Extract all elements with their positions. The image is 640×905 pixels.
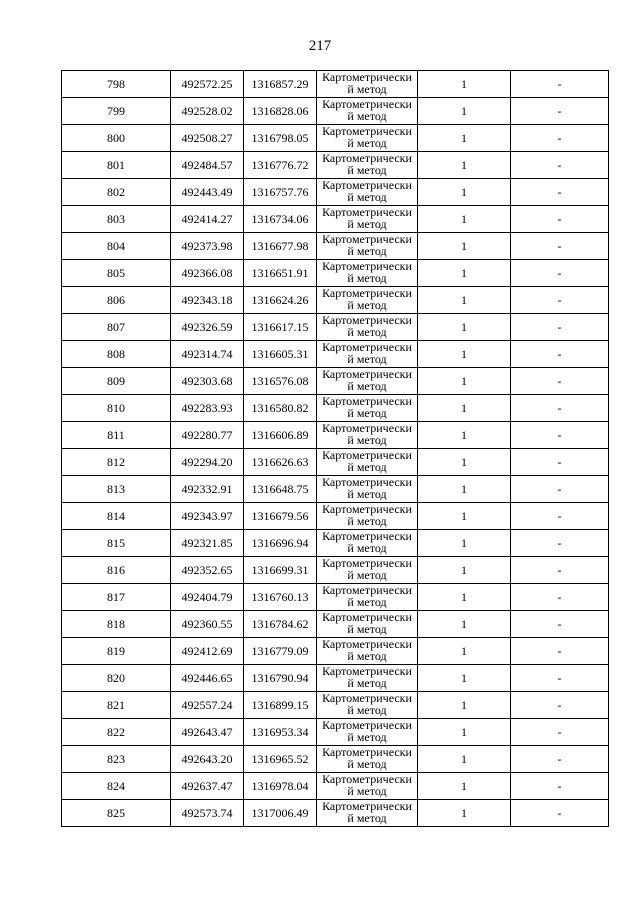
dash-cell: -	[511, 692, 609, 719]
dash-cell: -	[511, 476, 609, 503]
method-line-2: й метод	[347, 244, 387, 258]
method-line-2: й метод	[347, 460, 387, 474]
table-row	[62, 746, 609, 773]
y-coordinate-cell: 1316651.91	[244, 260, 317, 287]
method-cell	[317, 260, 418, 287]
x-coordinate-cell: 492557.24	[171, 692, 244, 719]
dash-cell: -	[511, 341, 609, 368]
table-row	[62, 314, 609, 341]
method-line-1: Картометрически	[322, 124, 412, 138]
method-cell	[317, 206, 418, 233]
method-line-2: й метод	[347, 730, 387, 744]
x-coordinate-cell: 492528.02	[171, 98, 244, 125]
x-coordinate-cell: 492573.74	[171, 800, 244, 827]
x-coordinate-cell: 492280.77	[171, 422, 244, 449]
method-cell	[317, 692, 418, 719]
point-number-cell: 814	[62, 503, 171, 530]
y-coordinate-cell: 1316679.56	[244, 503, 317, 530]
method-line-2: й метод	[347, 190, 387, 204]
point-number-cell: 819	[62, 638, 171, 665]
y-coordinate-cell: 1316760.13	[244, 584, 317, 611]
dash-cell: -	[511, 611, 609, 638]
table-row	[62, 476, 609, 503]
method-line-2: й метод	[347, 622, 387, 636]
dash-cell: -	[511, 746, 609, 773]
method-line-2: й метод	[347, 703, 387, 717]
point-number-cell: 817	[62, 584, 171, 611]
method-line-1: Картометрически	[322, 745, 412, 759]
table-row	[62, 638, 609, 665]
method-cell	[317, 125, 418, 152]
method-cell	[317, 476, 418, 503]
method-line-1: Картометрически	[322, 529, 412, 543]
method-cell	[317, 800, 418, 827]
table-row	[62, 773, 609, 800]
point-number-cell: 823	[62, 746, 171, 773]
table-row	[62, 260, 609, 287]
table-row	[62, 719, 609, 746]
count-cell: 1	[418, 152, 511, 179]
count-cell: 1	[418, 503, 511, 530]
dash-cell: -	[511, 314, 609, 341]
count-cell: 1	[418, 692, 511, 719]
method-line-2: й метод	[347, 379, 387, 393]
count-cell: 1	[418, 395, 511, 422]
method-cell	[317, 341, 418, 368]
point-number-cell: 810	[62, 395, 171, 422]
point-number-cell: 812	[62, 449, 171, 476]
point-number-cell: 800	[62, 125, 171, 152]
table-row	[62, 665, 609, 692]
count-cell: 1	[418, 611, 511, 638]
x-coordinate-cell: 492332.91	[171, 476, 244, 503]
dash-cell: -	[511, 557, 609, 584]
count-cell: 1	[418, 800, 511, 827]
x-coordinate-cell: 492446.65	[171, 665, 244, 692]
method-line-2: й метод	[347, 784, 387, 798]
y-coordinate-cell: 1316677.98	[244, 233, 317, 260]
point-number-cell: 821	[62, 692, 171, 719]
method-line-1: Картометрически	[322, 70, 412, 84]
point-number-cell: 798	[62, 71, 171, 98]
method-line-2: й метод	[347, 271, 387, 285]
y-coordinate-cell: 1316734.06	[244, 206, 317, 233]
table-row	[62, 341, 609, 368]
method-line-2: й метод	[347, 136, 387, 150]
table-row	[62, 287, 609, 314]
table-row	[62, 179, 609, 206]
table-row	[62, 125, 609, 152]
method-line-2: й метод	[347, 568, 387, 582]
y-coordinate-cell: 1316617.15	[244, 314, 317, 341]
x-coordinate-cell: 492643.20	[171, 746, 244, 773]
x-coordinate-cell: 492508.27	[171, 125, 244, 152]
dash-cell: -	[511, 665, 609, 692]
method-line-1: Картометрически	[322, 475, 412, 489]
method-line-1: Картометрически	[322, 583, 412, 597]
method-line-1: Картометрически	[322, 97, 412, 111]
point-number-cell: 815	[62, 530, 171, 557]
y-coordinate-cell: 1316605.31	[244, 341, 317, 368]
table-row	[62, 557, 609, 584]
dash-cell: -	[511, 152, 609, 179]
dash-cell: -	[511, 395, 609, 422]
method-line-1: Картометрически	[322, 799, 412, 813]
count-cell: 1	[418, 206, 511, 233]
method-line-1: Картометрически	[322, 718, 412, 732]
method-line-2: й метод	[347, 325, 387, 339]
table-row	[62, 584, 609, 611]
x-coordinate-cell: 492343.97	[171, 503, 244, 530]
method-line-2: й метод	[347, 757, 387, 771]
point-number-cell: 825	[62, 800, 171, 827]
method-line-2: й метод	[347, 217, 387, 231]
point-number-cell: 799	[62, 98, 171, 125]
method-cell	[317, 287, 418, 314]
method-line-1: Картометрически	[322, 313, 412, 327]
table-row	[62, 395, 609, 422]
y-coordinate-cell: 1316606.89	[244, 422, 317, 449]
count-cell: 1	[418, 233, 511, 260]
count-cell: 1	[418, 179, 511, 206]
method-cell	[317, 665, 418, 692]
method-line-1: Картометрически	[322, 340, 412, 354]
method-line-1: Картометрически	[322, 772, 412, 786]
method-line-1: Картометрически	[322, 664, 412, 678]
dash-cell: -	[511, 773, 609, 800]
y-coordinate-cell: 1316580.82	[244, 395, 317, 422]
table-row	[62, 98, 609, 125]
method-cell	[317, 395, 418, 422]
method-line-2: й метод	[347, 811, 387, 825]
y-coordinate-cell: 1316899.15	[244, 692, 317, 719]
y-coordinate-cell: 1316953.34	[244, 719, 317, 746]
count-cell: 1	[418, 719, 511, 746]
x-coordinate-cell: 492321.85	[171, 530, 244, 557]
point-number-cell: 801	[62, 152, 171, 179]
y-coordinate-cell: 1317006.49	[244, 800, 317, 827]
method-line-1: Картометрически	[322, 448, 412, 462]
table-row	[62, 800, 609, 827]
count-cell: 1	[418, 125, 511, 152]
x-coordinate-cell: 492443.49	[171, 179, 244, 206]
dash-cell: -	[511, 206, 609, 233]
dash-cell: -	[511, 260, 609, 287]
point-number-cell: 806	[62, 287, 171, 314]
dash-cell: -	[511, 233, 609, 260]
method-line-1: Картометрически	[322, 259, 412, 273]
y-coordinate-cell: 1316965.52	[244, 746, 317, 773]
dash-cell: -	[511, 638, 609, 665]
dash-cell: -	[511, 125, 609, 152]
method-line-1: Картометрически	[322, 178, 412, 192]
dash-cell: -	[511, 719, 609, 746]
method-cell	[317, 422, 418, 449]
point-number-cell: 818	[62, 611, 171, 638]
method-line-1: Картометрически	[322, 232, 412, 246]
method-cell	[317, 314, 418, 341]
point-number-cell: 824	[62, 773, 171, 800]
method-cell	[317, 71, 418, 98]
dash-cell: -	[511, 71, 609, 98]
method-cell	[317, 98, 418, 125]
count-cell: 1	[418, 71, 511, 98]
method-line-2: й метод	[347, 352, 387, 366]
method-line-2: й метод	[347, 595, 387, 609]
method-cell	[317, 746, 418, 773]
method-cell	[317, 719, 418, 746]
method-cell	[317, 449, 418, 476]
point-number-cell: 802	[62, 179, 171, 206]
dash-cell: -	[511, 449, 609, 476]
method-line-1: Картометрически	[322, 691, 412, 705]
y-coordinate-cell: 1316576.08	[244, 368, 317, 395]
x-coordinate-cell: 492484.57	[171, 152, 244, 179]
table-row	[62, 449, 609, 476]
x-coordinate-cell: 492412.69	[171, 638, 244, 665]
y-coordinate-cell: 1316798.05	[244, 125, 317, 152]
dash-cell: -	[511, 503, 609, 530]
point-number-cell: 822	[62, 719, 171, 746]
page-number: 217	[308, 38, 332, 54]
table-row	[62, 530, 609, 557]
method-line-2: й метод	[347, 676, 387, 690]
dash-cell: -	[511, 422, 609, 449]
table-row	[62, 71, 609, 98]
point-number-cell: 820	[62, 665, 171, 692]
table-row	[62, 503, 609, 530]
table-row	[62, 206, 609, 233]
method-line-1: Картометрически	[322, 556, 412, 570]
method-cell	[317, 557, 418, 584]
method-line-2: й метод	[347, 649, 387, 663]
y-coordinate-cell: 1316776.72	[244, 152, 317, 179]
x-coordinate-cell: 492314.74	[171, 341, 244, 368]
y-coordinate-cell: 1316779.09	[244, 638, 317, 665]
x-coordinate-cell: 492366.08	[171, 260, 244, 287]
method-line-1: Картометрически	[322, 421, 412, 435]
count-cell: 1	[418, 449, 511, 476]
point-number-cell: 804	[62, 233, 171, 260]
table-row	[62, 152, 609, 179]
y-coordinate-cell: 1316790.94	[244, 665, 317, 692]
method-line-1: Картометрически	[322, 637, 412, 651]
coordinates-table	[61, 70, 609, 827]
y-coordinate-cell: 1316857.29	[244, 71, 317, 98]
count-cell: 1	[418, 287, 511, 314]
x-coordinate-cell: 492643.47	[171, 719, 244, 746]
method-line-1: Картометрически	[322, 151, 412, 165]
count-cell: 1	[418, 773, 511, 800]
method-cell	[317, 584, 418, 611]
y-coordinate-cell: 1316696.94	[244, 530, 317, 557]
method-cell	[317, 611, 418, 638]
method-line-1: Картометрически	[322, 610, 412, 624]
table-row	[62, 233, 609, 260]
point-number-cell: 805	[62, 260, 171, 287]
table-row	[62, 422, 609, 449]
count-cell: 1	[418, 584, 511, 611]
table-row	[62, 692, 609, 719]
method-line-2: й метод	[347, 514, 387, 528]
x-coordinate-cell: 492343.18	[171, 287, 244, 314]
method-cell	[317, 638, 418, 665]
coordinates-table-body	[62, 71, 609, 827]
method-cell	[317, 233, 418, 260]
count-cell: 1	[418, 260, 511, 287]
y-coordinate-cell: 1316978.04	[244, 773, 317, 800]
y-coordinate-cell: 1316624.26	[244, 287, 317, 314]
count-cell: 1	[418, 746, 511, 773]
count-cell: 1	[418, 314, 511, 341]
y-coordinate-cell: 1316784.62	[244, 611, 317, 638]
y-coordinate-cell: 1316757.76	[244, 179, 317, 206]
method-line-1: Картометрически	[322, 502, 412, 516]
dash-cell: -	[511, 800, 609, 827]
count-cell: 1	[418, 530, 511, 557]
method-line-2: й метод	[347, 109, 387, 123]
x-coordinate-cell: 492414.27	[171, 206, 244, 233]
method-cell	[317, 503, 418, 530]
count-cell: 1	[418, 476, 511, 503]
method-line-1: Картометрически	[322, 394, 412, 408]
dash-cell: -	[511, 530, 609, 557]
method-line-2: й метод	[347, 487, 387, 501]
method-line-2: й метод	[347, 163, 387, 177]
method-line-1: Картометрически	[322, 286, 412, 300]
y-coordinate-cell: 1316828.06	[244, 98, 317, 125]
count-cell: 1	[418, 341, 511, 368]
count-cell: 1	[418, 638, 511, 665]
x-coordinate-cell: 492283.93	[171, 395, 244, 422]
point-number-cell: 808	[62, 341, 171, 368]
point-number-cell: 803	[62, 206, 171, 233]
point-number-cell: 816	[62, 557, 171, 584]
x-coordinate-cell: 492294.20	[171, 449, 244, 476]
method-line-2: й метод	[347, 82, 387, 96]
method-cell	[317, 152, 418, 179]
point-number-cell: 809	[62, 368, 171, 395]
method-line-1: Картометрически	[322, 367, 412, 381]
count-cell: 1	[418, 422, 511, 449]
x-coordinate-cell: 492637.47	[171, 773, 244, 800]
x-coordinate-cell: 492326.59	[171, 314, 244, 341]
x-coordinate-cell: 492352.65	[171, 557, 244, 584]
table-row	[62, 368, 609, 395]
count-cell: 1	[418, 665, 511, 692]
method-cell	[317, 179, 418, 206]
x-coordinate-cell: 492404.79	[171, 584, 244, 611]
point-number-cell: 813	[62, 476, 171, 503]
dash-cell: -	[511, 98, 609, 125]
y-coordinate-cell: 1316626.63	[244, 449, 317, 476]
method-line-2: й метод	[347, 541, 387, 555]
method-line-2: й метод	[347, 298, 387, 312]
x-coordinate-cell: 492303.68	[171, 368, 244, 395]
method-cell	[317, 530, 418, 557]
table-row	[62, 611, 609, 638]
method-line-2: й метод	[347, 406, 387, 420]
count-cell: 1	[418, 557, 511, 584]
x-coordinate-cell: 492360.55	[171, 611, 244, 638]
x-coordinate-cell: 492572.25	[171, 71, 244, 98]
method-line-2: й метод	[347, 433, 387, 447]
dash-cell: -	[511, 287, 609, 314]
point-number-cell: 811	[62, 422, 171, 449]
dash-cell: -	[511, 368, 609, 395]
dash-cell: -	[511, 179, 609, 206]
count-cell: 1	[418, 98, 511, 125]
dash-cell: -	[511, 584, 609, 611]
method-cell	[317, 368, 418, 395]
point-number-cell: 807	[62, 314, 171, 341]
x-coordinate-cell: 492373.98	[171, 233, 244, 260]
method-line-1: Картометрически	[322, 205, 412, 219]
method-cell	[317, 773, 418, 800]
y-coordinate-cell: 1316648.75	[244, 476, 317, 503]
count-cell: 1	[418, 368, 511, 395]
y-coordinate-cell: 1316699.31	[244, 557, 317, 584]
